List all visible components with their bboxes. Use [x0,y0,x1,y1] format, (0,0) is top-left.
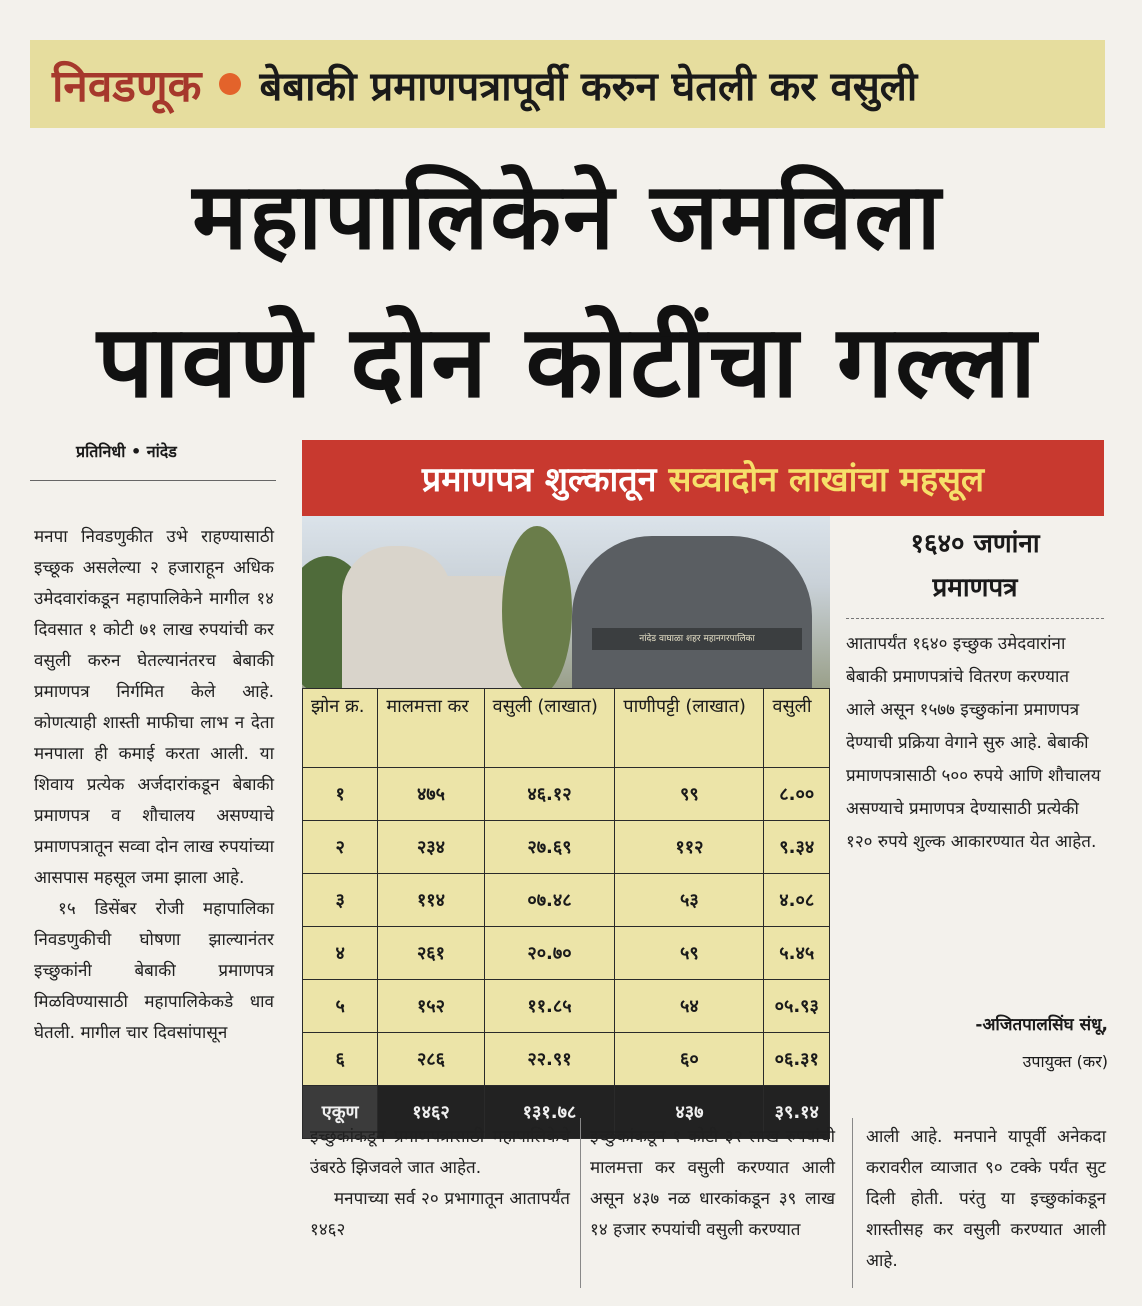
headline-line-2: पावणे दोन कोटींचा गल्ला [96,303,1039,420]
sidebar-title-line-2: प्रमाणपत्र [932,573,1018,603]
building-main [572,536,812,688]
headline-line-1: महापालिकेने जमविला [192,163,943,270]
table-cell: १ [303,768,378,821]
table-cell: २०.७० [484,927,615,980]
article-paragraph-2: १५ डिसेंबर रोजी महापालिका निवडणुकीची घोषणा झाल्यानंतर इच्छुकांनी बेबाकी प्रमाणपत्र मिळविण्यासाठी महापालिकेकडे धाव घेतली. मागील चार दिवसांपासून [34,899,274,1043]
table-header: पाणीपट्टी (लाखात) [615,689,764,768]
table-cell: ९९ [615,768,764,821]
table-cell: ०७.४८ [484,874,615,927]
table-cell: ८.०० [764,768,830,821]
table-cell: ०५.९३ [764,980,830,1033]
article-column-3: इच्छुकांकडून १ कोटी ३२ लाख रुपयांची मालमत्ता कर वसुली करण्यात आली असून ४३७ नळ धारकांकडून ३९ लाख १४ हजार रुपयांची वसुली करण्यात [590,1127,835,1240]
table-cell: १३१.७८ [484,1086,615,1139]
table-cell: ३ [303,874,378,927]
box-banner [302,440,1104,516]
table-cell: ४.०८ [764,874,830,927]
column-divider [580,1118,581,1288]
table-cell: १५२ [378,980,484,1033]
table-cell: ०६.३१ [764,1033,830,1086]
box-banner-part-1: प्रमाणपत्र शुल्कातून [421,460,657,500]
article-column-1 [34,522,274,1049]
table-cell: ५४ [615,980,764,1033]
article-paragraph-3: इच्छुकांकडून प्रमाणपत्रासाठी महापालिकेचे उंबरठे झिजवले जात आहेत. [310,1127,570,1178]
table-cell: २२.९१ [484,1033,615,1086]
article-paragraph-4: मनपाच्या सर्व २० प्रभागातून आतापर्यंत १४६२ [310,1189,570,1240]
table-row [303,768,830,821]
building-photo [302,516,830,688]
table-cell: ६० [615,1033,764,1086]
tree-image [502,526,572,688]
table-cell: ५.४५ [764,927,830,980]
table-cell: ३९.१४ [764,1086,830,1139]
table-cell: २७.६९ [484,821,615,874]
table-cell: ६ [303,1033,378,1086]
sidebar-title-line-1: १६४० जणांना [910,529,1040,559]
column-divider [852,1118,853,1288]
table-cell: ४६.१२ [484,768,615,821]
kicker-strip [30,40,1105,128]
box-banner-part-2: सव्वादोन लाखांचा महसूल [668,460,985,500]
table-header: वसुली [764,689,830,768]
kicker-subtitle: बेबाकी प्रमाणपत्रापूर्वी करुन घेतली कर वसुली [259,63,918,110]
table-cell: १४६२ [378,1086,484,1139]
sidebar-title [846,522,1104,610]
table-header: झोन क्र. [303,689,378,768]
table-cell: ४ [303,927,378,980]
table-header-row [303,689,830,768]
table-cell: ५९ [615,927,764,980]
table-cell: २ [303,821,378,874]
table-row [303,927,830,980]
byline: प्रतिनिधी • नांदेड [76,442,177,461]
table-cell: ४७५ [378,768,484,821]
table-row [303,980,830,1033]
article-column-2 [310,1122,570,1246]
sidebar-designation: उपायुक्त (कर) [1022,1052,1108,1071]
building-sign: नांदेड वाघाळा शहर महानगरपालिका [592,628,802,650]
sidebar-text: आतापर्यंत १६४० इच्छुक उमेदवारांना बेबाकी प्रमाणपत्रांचे वितरण करण्यात आले असून १५७७ इच्छुकांना प्रमाणपत्र देण्याची प्रक्रिया वेगाने सुरु आहे. बेबाकी प्रमाणपत्रासाठी ५०० रुपये आणि शौचालय असण्याचे प्रमाणपत्र देण्यासाठी प्रत्येकी १२० रुपये शुल्क आकारण्यात येत आहेत. [846,634,1101,852]
table-cell: ११२ [615,821,764,874]
table-cell: ५ [303,980,378,1033]
article-column-4: आली आहे. मनपाने यापूर्वी अनेकदा करावरील व्याजात ९० टक्के पर्यंत सुट दिली होती. परंतु या इच्छुकांकडून शास्तीसह कर वसुली करण्यात आली आहे. [866,1127,1106,1271]
tax-collection-table [302,688,830,1139]
table-cell: ११४ [378,874,484,927]
table-header: मालमत्ता कर [378,689,484,768]
table-cell: २६१ [378,927,484,980]
bullet-dot-icon [219,73,241,95]
article-paragraph-1: मनपा निवडणुकीत उभे राहण्यासाठी इच्छूक असलेल्या २ हजाराहून अधिक उमेदवारांकडून महापालिकेने मागील १४ दिवसात १ कोटी ७१ लाख रुपयांची कर वसुली करुन घेतल्यानंतरच बेबाकी प्रमाणपत्र निर्गमित केले आहे. कोणत्याही शास्ती माफीचा लाभ न देता मनपाला ही कमाई करता आली. या शिवाय प्रत्येक अर्जदारांकडून बेबाकी प्रमाणपत्र व शौचालय असण्याचे प्रमाणपत्रातून सव्वा दोन लाख रुपयांच्या आसपास महसूल जमा झाला आहे. [34,527,274,888]
table-row [303,1033,830,1086]
table-cell: ५३ [615,874,764,927]
table-row [303,874,830,927]
table-row [303,821,830,874]
table-header: वसुली (लाखात) [484,689,615,768]
table-cell: २३४ [378,821,484,874]
kicker-tag: निवडणूक [52,61,202,112]
table-cell: ११.८५ [484,980,615,1033]
table-cell: एकूण [303,1086,378,1139]
sidebar-signature: -अजितपालसिंघ संधू, [975,1015,1108,1035]
sidebar-divider [846,618,1104,619]
table-cell: ४३७ [615,1086,764,1139]
byline-divider [30,480,276,481]
table-cell: २८६ [378,1033,484,1086]
table-cell: ९.३४ [764,821,830,874]
